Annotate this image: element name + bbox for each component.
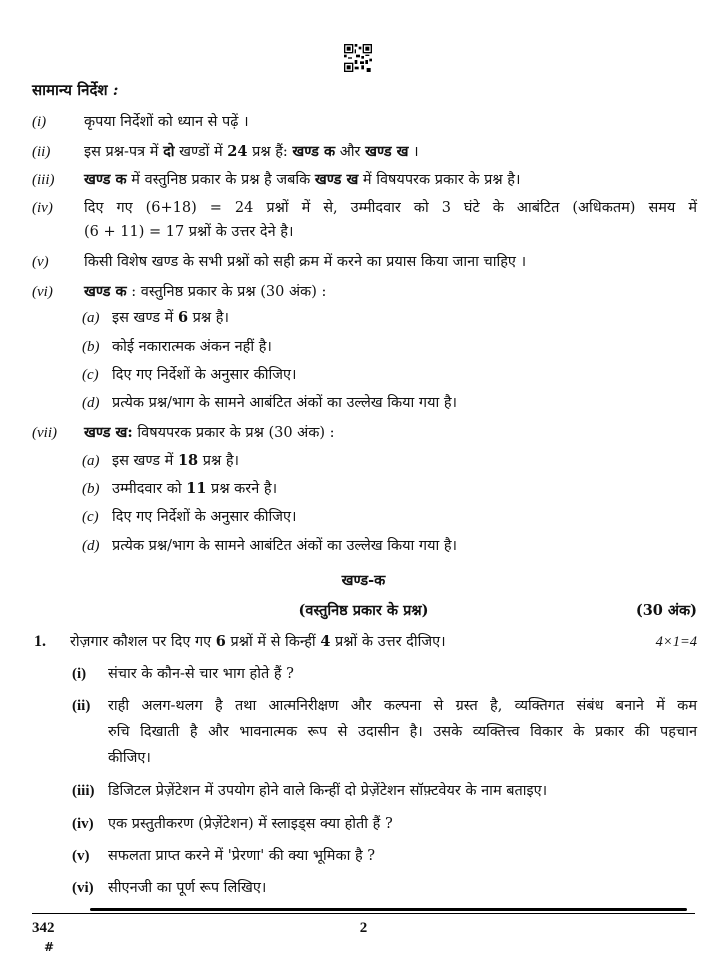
instruction-text-line2: (6 + 11) = 17 प्रश्नों के उत्तर देने है। — [84, 224, 294, 240]
paper-hash: # — [44, 940, 55, 954]
sub-num: (a) — [82, 310, 100, 326]
instruction-text: इस प्रश्न-पत्र में दो खण्डों में 24 प्रश्न हैं: खण्ड क और खण्ड ख । — [84, 143, 419, 160]
sub-text: दिए गए निर्देशों के अनुसार कीजिए। — [112, 367, 297, 383]
footer-rule-thin — [32, 913, 695, 914]
sub-question-num: (v) — [72, 848, 90, 864]
sub-question-num: (i) — [72, 666, 87, 682]
sub-text: कोई नकारात्मक अंकन नहीं है। — [112, 339, 272, 355]
instruction-text: खण्ड क में वस्तुनिष्ठ प्रकार के प्रश्न है जबकि खण्ड ख में विषयपरक प्रकार के प्रश्न है। — [84, 171, 521, 188]
sub-num: (b) — [82, 339, 100, 355]
instruction-num: (vi) — [32, 284, 53, 300]
section-marks: (30 अंक) — [635, 602, 697, 619]
sub-question-text-line3: कीजिए। — [108, 750, 151, 766]
page-number: 2 — [359, 920, 368, 936]
sub-question-num: (vi) — [72, 880, 94, 896]
instructions-title: सामान्य निर्देश — [32, 81, 108, 99]
instruction-num: (iii) — [32, 172, 55, 188]
instruction-num: (iv) — [32, 200, 53, 216]
section-title: खण्ड-क — [341, 572, 386, 589]
sub-question-num: (ii) — [72, 698, 91, 714]
sub-num: (a) — [82, 453, 100, 469]
instruction-text: किसी विशेष खण्ड के सभी प्रश्नों को सही क्रम में करने का प्रयास किया जाना चाहिए । — [84, 254, 527, 270]
sub-question-text: एक प्रस्तुतीकरण (प्रेज़ेंटेशन) में स्लाइड्स क्या होती हैं ? — [108, 816, 393, 832]
footer-rule-thick — [90, 908, 687, 911]
sub-question-num: (iv) — [72, 816, 94, 832]
sub-text: प्रत्येक प्रश्न/भाग के सामने आबंटित अंकों का उल्लेख किया गया है। — [112, 395, 458, 411]
sub-num: (d) — [82, 395, 100, 411]
sub-num: (b) — [82, 481, 100, 497]
sub-num: (d) — [82, 538, 100, 554]
sub-text: दिए गए निर्देशों के अनुसार कीजिए। — [112, 509, 297, 525]
sub-question-text-line2: रुचि दिखाती है और भावनात्मक रूप से उदासीन है। उसके व्यक्तित्त्व विकार के प्रकार की पहचान — [108, 724, 697, 740]
sub-text: उम्मीदवार को 11 प्रश्न करने है। — [112, 480, 278, 497]
paper-code: 342 — [32, 920, 55, 936]
instruction-text: खण्ड क : वस्तुनिष्ठ प्रकार के प्रश्न (30 अंक) : — [84, 283, 327, 300]
sub-num: (c) — [82, 509, 99, 525]
sub-text: प्रत्येक प्रश्न/भाग के सामने आबंटित अंकों का उल्लेख किया गया है। — [112, 538, 458, 554]
instruction-text: खण्ड ख: विषयपरक प्रकार के प्रश्न (30 अंक) : — [84, 424, 335, 441]
question-text: रोज़गार कौशल पर दिए गए 6 प्रश्नों में से किन्हीं 4 प्रश्नों के उत्तर दीजिए। — [70, 633, 446, 650]
instruction-num: (ii) — [32, 144, 51, 160]
sub-text: इस खण्ड में 6 प्रश्न है। — [112, 309, 229, 326]
question-marks: 4×1=4 — [655, 634, 697, 650]
instruction-num: (i) — [32, 114, 47, 130]
instruction-text-line1: दिए गए (6+18) = 24 प्रश्नों में से, उम्मीदवार को 3 घंटे के आबंटित (अधिकतम) समय में — [84, 200, 697, 216]
sub-question-num: (iii) — [72, 783, 95, 799]
instructions-colon: : — [112, 81, 119, 99]
sub-text: इस खण्ड में 18 प्रश्न है। — [112, 452, 240, 469]
sub-num: (c) — [82, 367, 99, 383]
instruction-text: कृपया निर्देशों को ध्यान से पढ़ें । — [84, 114, 249, 130]
instruction-num: (vii) — [32, 425, 57, 441]
sub-question-text-line1: राही अलग-थलग है तथा आत्मनिरीक्षण और कल्पना से ग्रस्त है, व्यक्तिगत संबंध बनाने में कम — [108, 698, 697, 714]
instructions-heading — [32, 80, 118, 100]
question-number: 1. — [34, 633, 46, 650]
sub-question-text: संचार के कौन-से चार भाग होते हैं ? — [108, 666, 294, 682]
sub-question-text: सीएनजी का पूर्ण रूप लिखिए। — [108, 880, 267, 896]
sub-question-text: डिजिटल प्रेज़ेंटेशन में उपयोग होने वाले किन्हीं दो प्रेज़ेंटेशन सॉफ़्टवेयर के नाम बताइए। — [108, 783, 548, 799]
sub-question-text: सफलता प्राप्त करने में 'प्रेरणा' की क्या भूमिका है ? — [108, 848, 376, 864]
instruction-num: (v) — [32, 254, 49, 270]
section-subtitle: (वस्तुनिष्ठ प्रकार के प्रश्न) — [298, 602, 429, 619]
qr-code-icon — [344, 44, 372, 72]
